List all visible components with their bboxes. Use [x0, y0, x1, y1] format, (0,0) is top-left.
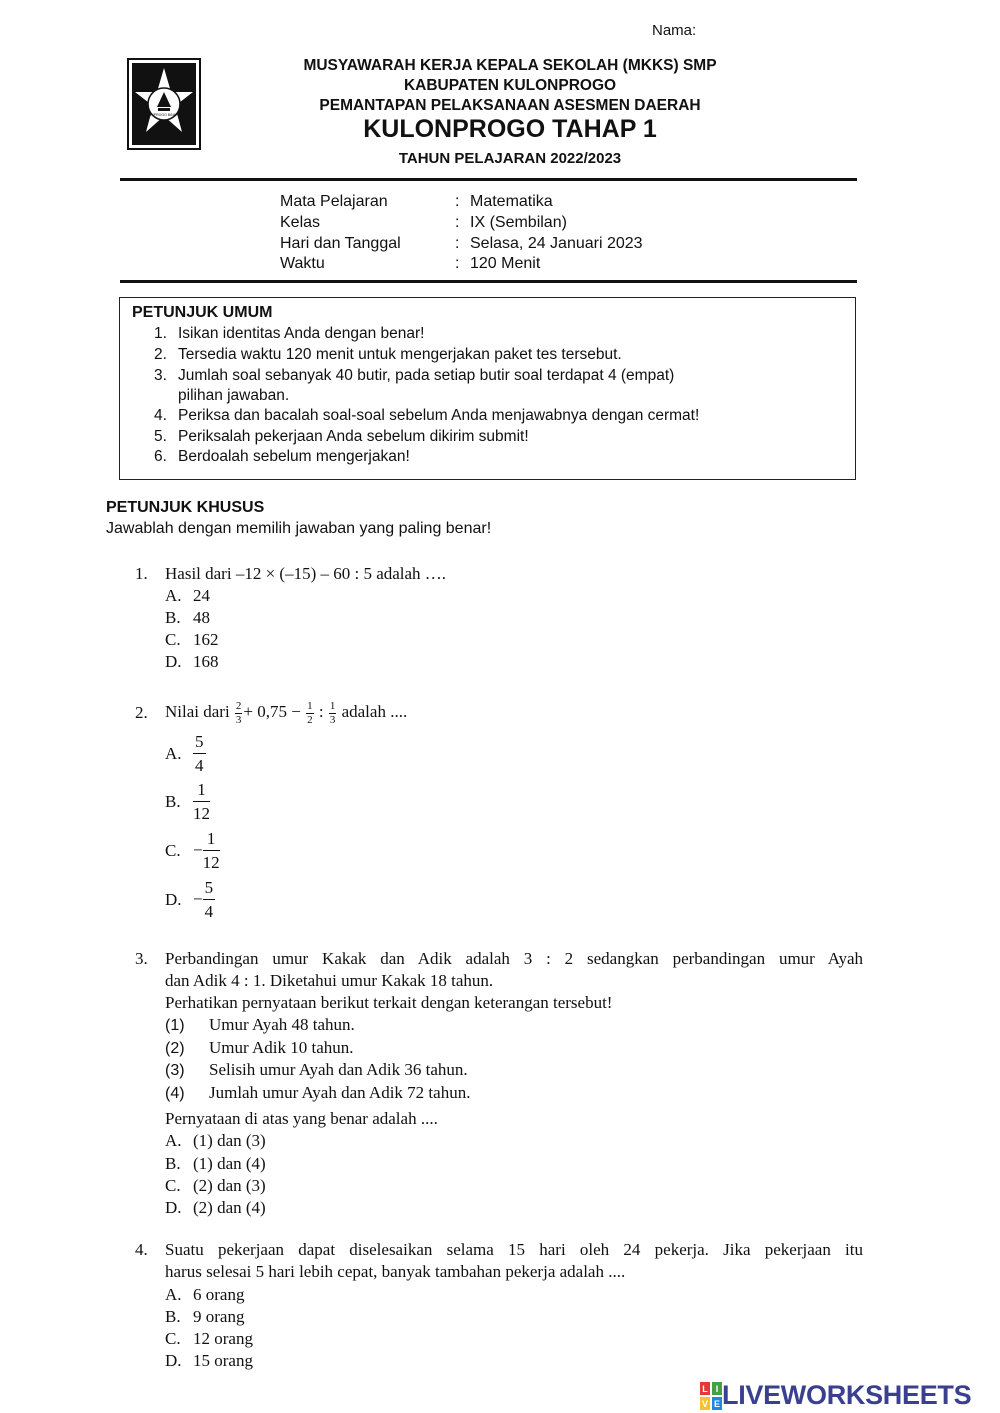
petunjuk-khusus-text: Jawablah dengan memilih jawaban yang paling benar! [106, 520, 492, 537]
question-text: Perbandingan umur Kakak dan Adik adalah 3 : 2 sedangkan perbandingan umur Ayah [165, 949, 863, 968]
exam-info [280, 192, 643, 275]
answer-option[interactable]: B. 9 orang [165, 1307, 245, 1326]
header-line-1: MUSYAWARAH KERJA KEPALA SEKOLAH (MKKS) SMP [303, 57, 717, 74]
info-label: Waktu [280, 255, 325, 273]
liveworksheets-logo-icon [700, 1382, 722, 1410]
svg-text:L: L [702, 1383, 708, 1394]
general-instruction-cont: pilihan jawaban. [178, 387, 290, 404]
general-instruction: 4. Periksa dan bacalah soal-soal sebelum Anda menjawabnya dengan cermat! [154, 407, 700, 424]
kulonprogo-logo [127, 58, 201, 150]
info-row [280, 234, 643, 255]
question-text: Perhatikan pernyataan berikut terkait dengan keterangan tersebut! [165, 993, 613, 1012]
header-line-2: KABUPATEN KULONPROGO [403, 77, 617, 94]
answer-option[interactable]: A. 24 [165, 586, 210, 605]
header-title: KULONPROGO TAHAP 1 [363, 115, 657, 143]
answer-option[interactable]: B. (1) dan (4) [165, 1154, 266, 1173]
answer-option[interactable]: B. 48 [165, 608, 210, 627]
header-year: TAHUN PELAJARAN 2022/2023 [398, 150, 622, 167]
svg-text:I: I [715, 1383, 719, 1394]
liveworksheets-text: LIVEWORKSHEETS [722, 1380, 972, 1410]
answer-option[interactable]: C. 12 orang [165, 1329, 253, 1348]
question-prompt: Pernyataan di atas yang benar adalah .... [165, 1109, 438, 1128]
question-number: 4. [135, 1240, 148, 1259]
question-number: 3. [135, 949, 148, 968]
nama-label: Nama: [652, 22, 697, 39]
info-row [280, 213, 643, 234]
info-label: Kelas [280, 213, 321, 231]
statement: (4) Jumlah umur Ayah dan Adik 72 tahun. [165, 1083, 471, 1102]
answer-option[interactable]: C. − $\frac{1}{12}$ [165, 829, 220, 872]
petunjuk-khusus-title: PETUNJUK KHUSUS [106, 499, 265, 516]
info-sep: : [455, 213, 460, 231]
svg-text:V: V [701, 1398, 709, 1409]
liveworksheets-watermark[interactable] [700, 1380, 971, 1411]
info-sep: : [455, 193, 460, 210]
answer-option[interactable]: D. 168 [165, 652, 219, 671]
statement: (2) Umur Adik 10 tahun. [165, 1038, 354, 1057]
header-rule-bottom [120, 280, 857, 283]
answer-option[interactable]: D. 15 orang [165, 1351, 253, 1370]
general-instruction: 6. Berdoalah sebelum mengerjakan! [154, 448, 410, 465]
general-instruction: 3. Jumlah soal sebanyak 40 butir, pada setiap butir soal terdapat 4 (empat) [154, 367, 675, 384]
question-text: harus selesai 5 hari lebih cepat, banyak tambahan pekerja adalah .... [165, 1262, 626, 1281]
fraction: $\frac{2}{3}$ [235, 699, 242, 726]
general-instruction: 2. Tersedia waktu 120 menit untuk mengerjakan paket tes tersebut. [154, 346, 622, 363]
general-instruction: 1. Isikan identitas Anda dengan benar! [154, 325, 425, 342]
info-value: 120 Menit [470, 255, 541, 273]
info-label: Mata Pelajaran [280, 193, 388, 210]
answer-option[interactable]: D. − $\frac{5}{4}$ [165, 878, 214, 921]
statement: (3) Selisih umur Ayah dan Adik 36 tahun. [165, 1060, 468, 1079]
statement: (1) Umur Ayah 48 tahun. [165, 1015, 355, 1034]
question-text: dan Adik 4 : 1. Diketahui umur Kakak 18 tahun. [165, 971, 494, 990]
header-rule-top [120, 178, 857, 181]
info-row [280, 254, 643, 275]
answer-option[interactable]: C. 162 [165, 630, 219, 649]
answer-option[interactable]: C. (2) dan (3) [165, 1176, 266, 1195]
answer-option[interactable]: A. (1) dan (3) [165, 1131, 266, 1150]
question-number: 1. [135, 564, 148, 583]
info-sep: : [455, 234, 460, 252]
info-label: Hari dan Tanggal [280, 234, 401, 252]
answer-option[interactable]: A. 6 orang [165, 1285, 245, 1304]
question-text: Suatu pekerjaan dapat diselesaikan selama 15 hari oleh 24 pekerja. Jika pekerjaan itu [165, 1240, 863, 1259]
info-value: Matematika [470, 193, 553, 210]
question-number: 2. [135, 703, 148, 722]
header-line-3: PEMANTAPAN PELAKSANAAN ASESMEN DAERAH [319, 97, 701, 114]
svg-text:E: E [713, 1398, 721, 1409]
info-row [280, 192, 643, 213]
answer-option[interactable]: D. (2) dan (4) [165, 1198, 266, 1217]
answer-option[interactable]: A. $\frac{5}{4}$ [165, 732, 204, 775]
fraction: $\frac{1}{3}$ [329, 699, 336, 726]
info-sep: : [455, 255, 460, 273]
info-value: Selasa, 24 Januari 2023 [470, 234, 643, 252]
general-instruction: 5. Periksalah pekerjaan Anda sebelum dikirim submit! [154, 428, 529, 445]
info-value: IX (Sembilan) [470, 213, 567, 231]
petunjuk-umum-title: PETUNJUK UMUM [132, 304, 273, 321]
answer-option[interactable]: B. $\frac{1}{12}$ [165, 780, 210, 823]
fraction: $\frac{1}{2}$ [307, 699, 313, 726]
logo-text: KULONPROGO BINANGUN [141, 113, 187, 117]
question-text: Nilai dari $\frac{2}{3}$ + 0,75 − $\frac{1}{2}$ : $\frac{1}{3}$ adalah .... [165, 699, 408, 726]
question-text: Hasil dari –12 × (–15) – 60 : 5 adalah …. [165, 564, 447, 583]
